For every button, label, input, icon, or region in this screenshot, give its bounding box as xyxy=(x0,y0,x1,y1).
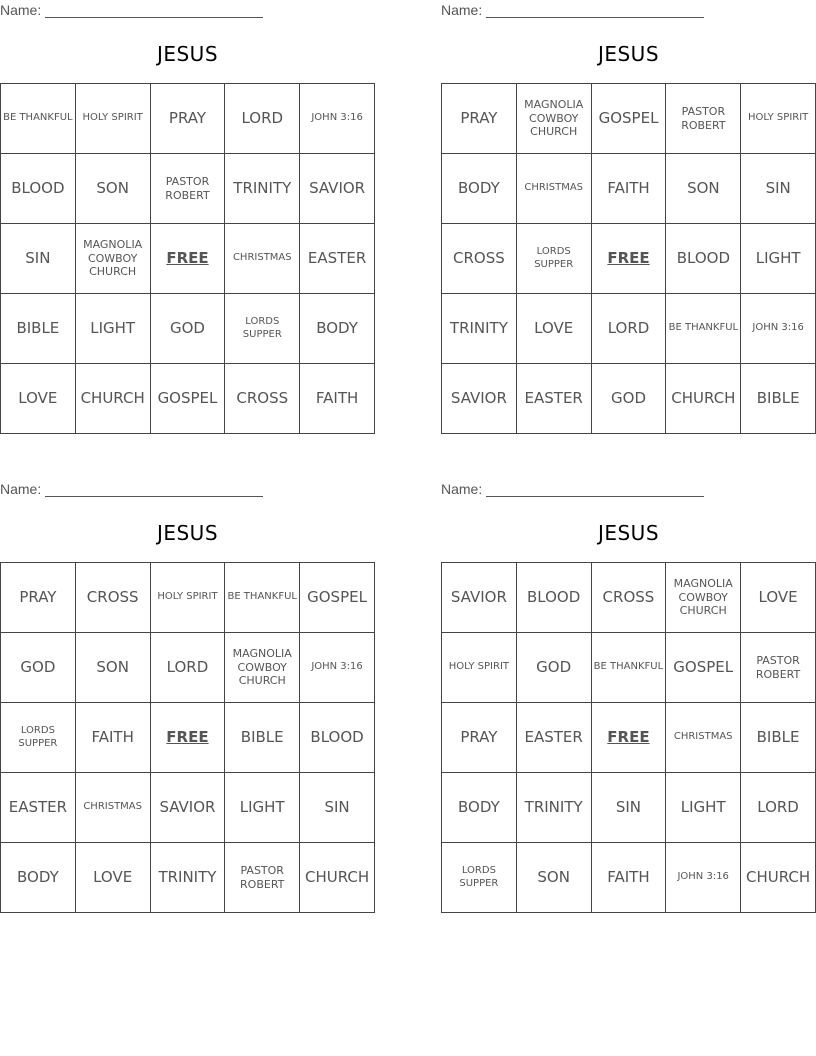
grid-row xyxy=(1,154,375,224)
bingo-cell: MAGNOLIA COWBOY CHURCH xyxy=(516,84,591,154)
bingo-cell: CHURCH xyxy=(666,364,741,434)
bingo-cell: BODY xyxy=(300,294,375,364)
bingo-cell: EASTER xyxy=(516,364,591,434)
bingo-cell: LORDS SUPPER xyxy=(516,224,591,294)
bingo-cell: PASTOR ROBERT xyxy=(741,633,816,703)
name-label: Name: xyxy=(0,481,42,497)
bingo-cell: SIN xyxy=(300,773,375,843)
bingo-cell: LORD xyxy=(741,773,816,843)
bingo-cell: HOLY SPIRIT xyxy=(442,633,517,703)
bingo-cell: FAITH xyxy=(75,703,150,773)
bingo-cell: TRINITY xyxy=(516,773,591,843)
bingo-cell: CROSS xyxy=(591,563,666,633)
bingo-cell: SON xyxy=(666,154,741,224)
bingo-cell: EASTER xyxy=(300,224,375,294)
bingo-card-1 xyxy=(0,0,375,440)
bingo-cell: GOD xyxy=(516,633,591,703)
bingo-cell: BLOOD xyxy=(300,703,375,773)
bingo-cell: GOSPEL xyxy=(300,563,375,633)
bingo-cell: BODY xyxy=(1,843,76,913)
bingo-cell: BLOOD xyxy=(516,563,591,633)
name-field xyxy=(441,481,704,497)
grid-row xyxy=(1,84,375,154)
bingo-grid xyxy=(0,83,375,434)
bingo-cell: EASTER xyxy=(1,773,76,843)
name-label: Name: xyxy=(441,2,483,18)
bingo-cell: CROSS xyxy=(75,563,150,633)
bingo-cell: CHRISTMAS xyxy=(666,703,741,773)
bingo-cell: SAVIOR xyxy=(442,563,517,633)
bingo-grid xyxy=(0,562,375,913)
free-space: FREE xyxy=(591,703,666,773)
bingo-cell: HOLY SPIRIT xyxy=(75,84,150,154)
bingo-cell: SAVIOR xyxy=(442,364,517,434)
grid-row xyxy=(1,364,375,434)
bingo-cell: LIGHT xyxy=(666,773,741,843)
bingo-cell: GOD xyxy=(591,364,666,434)
card-title: JESUS xyxy=(597,521,660,545)
bingo-cell: FAITH xyxy=(591,843,666,913)
bingo-cell: PASTOR ROBERT xyxy=(225,843,300,913)
bingo-cell: GOSPEL xyxy=(150,364,225,434)
bingo-cell: GOSPEL xyxy=(591,84,666,154)
bingo-cell: SIN xyxy=(741,154,816,224)
bingo-cell: BE THANKFUL xyxy=(225,563,300,633)
bingo-cell: GOD xyxy=(150,294,225,364)
bingo-cell: GOD xyxy=(1,633,76,703)
bingo-cell: SAVIOR xyxy=(300,154,375,224)
bingo-cell: LOVE xyxy=(741,563,816,633)
bingo-cell: SAVIOR xyxy=(150,773,225,843)
grid-row xyxy=(442,633,816,703)
bingo-cell: LIGHT xyxy=(225,773,300,843)
bingo-cell: HOLY SPIRIT xyxy=(150,563,225,633)
bingo-cell: BLOOD xyxy=(1,154,76,224)
bingo-cell: SIN xyxy=(1,224,76,294)
bingo-cell: LIGHT xyxy=(75,294,150,364)
bingo-cell: BE THANKFUL xyxy=(591,633,666,703)
bingo-cell: LIGHT xyxy=(741,224,816,294)
card-title: JESUS xyxy=(156,42,219,66)
free-space: FREE xyxy=(591,224,666,294)
bingo-cell: BIBLE xyxy=(225,703,300,773)
grid-row xyxy=(442,364,816,434)
bingo-cell: LOVE xyxy=(516,294,591,364)
free-space: FREE xyxy=(150,224,225,294)
bingo-cell: GOSPEL xyxy=(666,633,741,703)
bingo-cell: LOVE xyxy=(75,843,150,913)
bingo-cell: TRINITY xyxy=(225,154,300,224)
grid-row xyxy=(1,843,375,913)
grid-row xyxy=(1,563,375,633)
bingo-cell: FAITH xyxy=(300,364,375,434)
grid-row xyxy=(1,224,375,294)
grid-row xyxy=(442,154,816,224)
name-blank[interactable] xyxy=(486,482,704,497)
grid-row xyxy=(1,633,375,703)
bingo-cell: CHRISTMAS xyxy=(516,154,591,224)
grid-row xyxy=(442,224,816,294)
card-title: JESUS xyxy=(156,521,219,545)
bingo-cell: PRAY xyxy=(442,703,517,773)
bingo-card-2 xyxy=(441,0,816,440)
bingo-card-3 xyxy=(0,479,375,919)
bingo-cell: BLOOD xyxy=(666,224,741,294)
name-blank[interactable] xyxy=(45,3,263,18)
bingo-cell: EASTER xyxy=(516,703,591,773)
bingo-cell: CROSS xyxy=(225,364,300,434)
bingo-cell: HOLY SPIRIT xyxy=(741,84,816,154)
bingo-cell: BIBLE xyxy=(741,364,816,434)
bingo-card-4 xyxy=(441,479,816,919)
bingo-cell: JOHN 3:16 xyxy=(300,633,375,703)
bingo-cell: LORDS SUPPER xyxy=(225,294,300,364)
free-space: FREE xyxy=(150,703,225,773)
bingo-cell: SIN xyxy=(591,773,666,843)
bingo-cell: BIBLE xyxy=(1,294,76,364)
card-title: JESUS xyxy=(597,42,660,66)
bingo-cell: PRAY xyxy=(442,84,517,154)
bingo-grid xyxy=(441,83,816,434)
bingo-cell: JOHN 3:16 xyxy=(741,294,816,364)
bingo-cell: BE THANKFUL xyxy=(666,294,741,364)
grid-row xyxy=(442,294,816,364)
grid-row xyxy=(1,703,375,773)
bingo-cell: CHURCH xyxy=(741,843,816,913)
name-label: Name: xyxy=(441,481,483,497)
bingo-cell: LORD xyxy=(591,294,666,364)
bingo-cell: BIBLE xyxy=(741,703,816,773)
bingo-cell: LORDS SUPPER xyxy=(442,843,517,913)
grid-row xyxy=(1,294,375,364)
bingo-grid xyxy=(441,562,816,913)
grid-row xyxy=(1,773,375,843)
grid-row xyxy=(442,843,816,913)
grid-row xyxy=(442,703,816,773)
name-field xyxy=(0,481,263,497)
bingo-cell: TRINITY xyxy=(442,294,517,364)
name-blank[interactable] xyxy=(45,482,263,497)
bingo-cell: PASTOR ROBERT xyxy=(150,154,225,224)
bingo-cell: LORDS SUPPER xyxy=(1,703,76,773)
bingo-cell: SON xyxy=(516,843,591,913)
name-field xyxy=(441,2,704,18)
bingo-cell: MAGNOLIA COWBOY CHURCH xyxy=(666,563,741,633)
bingo-cell: PRAY xyxy=(150,84,225,154)
bingo-cell: LORD xyxy=(225,84,300,154)
bingo-cell: CHRISTMAS xyxy=(75,773,150,843)
bingo-cell: MAGNOLIA COWBOY CHURCH xyxy=(75,224,150,294)
bingo-cell: PASTOR ROBERT xyxy=(666,84,741,154)
bingo-cell: JOHN 3:16 xyxy=(666,843,741,913)
bingo-cell: SON xyxy=(75,633,150,703)
bingo-cell: BE THANKFUL xyxy=(1,84,76,154)
name-label: Name: xyxy=(0,2,42,18)
name-blank[interactable] xyxy=(486,3,704,18)
bingo-cell: TRINITY xyxy=(150,843,225,913)
bingo-cell: FAITH xyxy=(591,154,666,224)
bingo-cell: BODY xyxy=(442,773,517,843)
bingo-cell: LOVE xyxy=(1,364,76,434)
grid-row xyxy=(442,84,816,154)
bingo-cell: CHURCH xyxy=(300,843,375,913)
name-field xyxy=(0,2,263,18)
bingo-cell: LORD xyxy=(150,633,225,703)
bingo-cell: MAGNOLIA COWBOY CHURCH xyxy=(225,633,300,703)
bingo-cell: CHURCH xyxy=(75,364,150,434)
bingo-cell: PRAY xyxy=(1,563,76,633)
bingo-cell: BODY xyxy=(442,154,517,224)
bingo-cell: CHRISTMAS xyxy=(225,224,300,294)
grid-row xyxy=(442,563,816,633)
bingo-cell: CROSS xyxy=(442,224,517,294)
bingo-cell: SON xyxy=(75,154,150,224)
bingo-cell: JOHN 3:16 xyxy=(300,84,375,154)
grid-row xyxy=(442,773,816,843)
